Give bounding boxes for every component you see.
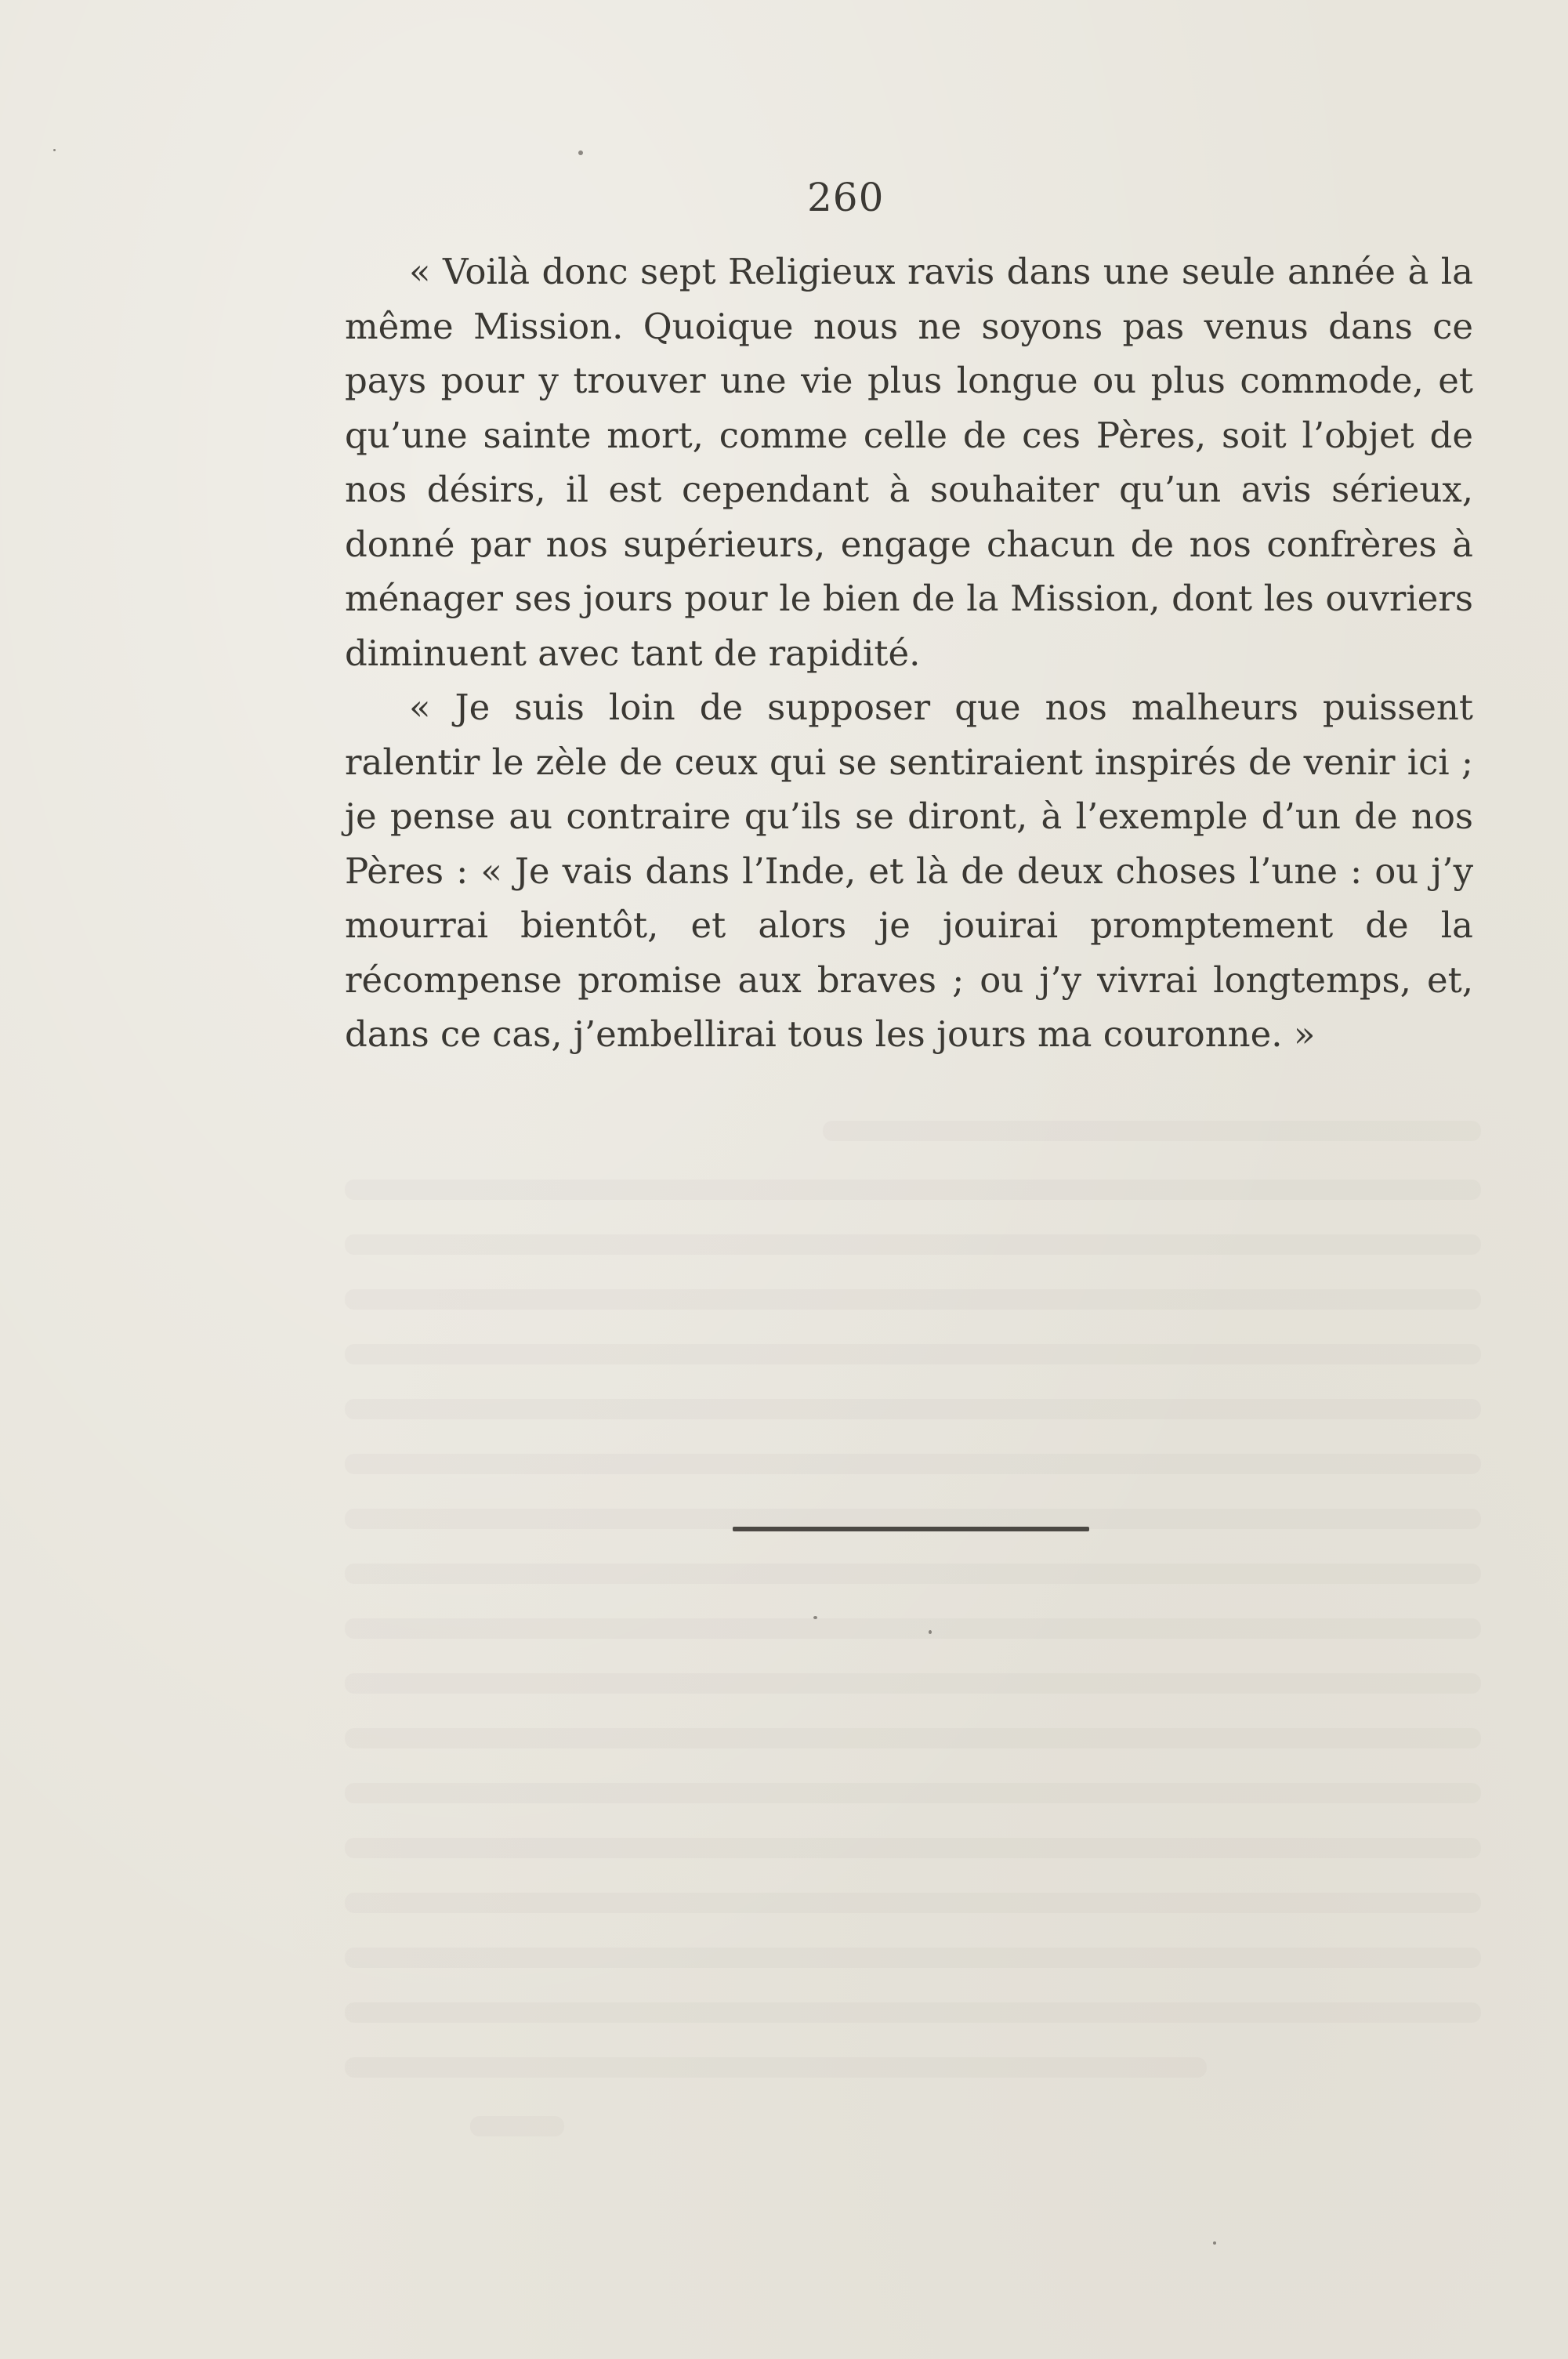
- paper-speck: [53, 149, 56, 151]
- paper-speck: [813, 1616, 817, 1619]
- paper-speck: [1213, 2241, 1216, 2245]
- paragraph: « Voilà donc sept Religieux ravis dans une seule année à la même Mission. Quoique nous ne soyons pas venus dans ce pays pour y trouver une vie plus longue ou plus commode, et qu’une sainte mort, comme celle de ces Pères, soit l’objet de nos désirs, il est cependant à souhaiter qu’un avis sérieux, donné par nos supérieurs, engage chacun de nos confrères à ménager ses jours pour le bien de la Mission, dont les ouvriers diminuent avec tant de rapidité.: [345, 251, 1473, 674]
- paragraph: « Je suis loin de supposer que nos malheurs puissent ralentir le zèle de ceux qui se sentiraient inspirés de venir ici ; je pense au contraire qu’ils se diront, à l’exemple d’un de nos Pères : « Je vais dans l’Inde, et là de deux choses l’une : ou j’y mourrai bientôt, et alors je jouirai promptement de la récompense promise aux braves ; ou j’y vivrai longtemps, et, dans ce cas, j’embellirai tous les jours ma couronne. »: [345, 687, 1473, 1055]
- body-text: [345, 245, 1473, 1062]
- page-number: 260: [807, 175, 885, 220]
- section-divider: [733, 1527, 1089, 1531]
- paper-speck: [578, 150, 583, 155]
- paper-speck: [929, 1630, 932, 1634]
